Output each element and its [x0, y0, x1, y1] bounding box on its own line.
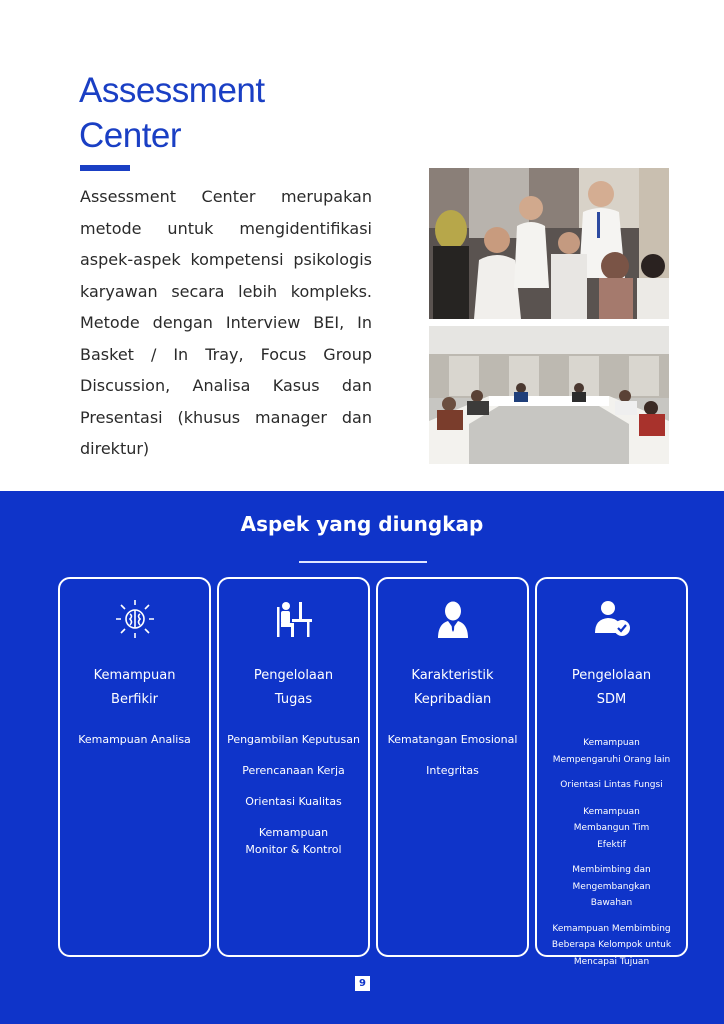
- aspect-item: Orientasi Lintas Fungsi: [560, 780, 663, 790]
- aspect-card-kemampuan-berfikir: [58, 577, 211, 957]
- card-title: Pengelolaan SDM: [571, 668, 652, 707]
- card-title: Karakteristik Kepribadian: [411, 668, 494, 707]
- aspect-card-pengelolaan-sdm: [535, 577, 688, 967]
- aspect-card-karakteristik-kepribadian: [376, 577, 529, 957]
- card-title: Pengelolaan Tugas: [253, 668, 334, 707]
- title-line-1: Assessment: [79, 71, 265, 110]
- brain-icon: [113, 597, 157, 641]
- card-title: Kemampuan Berfikir: [93, 668, 176, 707]
- aspect-item: Perencanaan Kerja: [242, 764, 345, 777]
- assessment-photo-people: [429, 168, 669, 319]
- desk-worker-icon: [272, 597, 316, 641]
- aspect-item: Kemampuan Analisa: [78, 733, 191, 746]
- assessment-photo-room: [429, 326, 669, 464]
- aspect-list: [64, 731, 205, 762]
- aspect-item: Pengambilan Keputusan: [227, 733, 360, 746]
- aspect-list: [223, 731, 364, 872]
- title-underline: [80, 165, 130, 171]
- aspect-list: [541, 735, 682, 979]
- aspect-card-pengelolaan-tugas: [217, 577, 370, 957]
- person-icon: [431, 597, 475, 641]
- aspect-item: Integritas: [426, 764, 479, 777]
- intro-paragraph: Assessment Center merupakan metode untuk mengidentifikasi aspek-aspek kompetensi psikologis karyawan secara lebih kompleks. Metode dengan Interview BEI, In Basket / In Tray, Focus Group Discussion, Analisa Kasus dan Presentasi (khusus manager dan direktur): [80, 187, 372, 458]
- section-divider: [299, 561, 427, 563]
- page-number: 9: [355, 976, 370, 991]
- title-line-2: Center: [79, 116, 182, 155]
- aspect-item: Kemampuan Membimbing Beberapa Kelompok untuk Mencapai Tujuan: [551, 923, 672, 967]
- aspect-item: Kematangan Emosional: [387, 733, 518, 746]
- aspect-item: Kemampuan Membangun Tim Efektif: [573, 806, 650, 850]
- page-title: [79, 68, 265, 158]
- aspect-item: Orientasi Kualitas: [245, 795, 342, 808]
- aspect-item: Membimbing dan Mengembangkan Bawahan: [572, 865, 651, 908]
- section-title: Aspek yang diungkap: [240, 512, 484, 536]
- aspect-item: Kemampuan Mempengaruhi Orang lain: [552, 738, 671, 765]
- aspect-item: Kemampuan Monitor & Kontrol: [245, 826, 342, 856]
- aspect-list: [382, 731, 523, 793]
- verified-user-icon: [590, 597, 634, 641]
